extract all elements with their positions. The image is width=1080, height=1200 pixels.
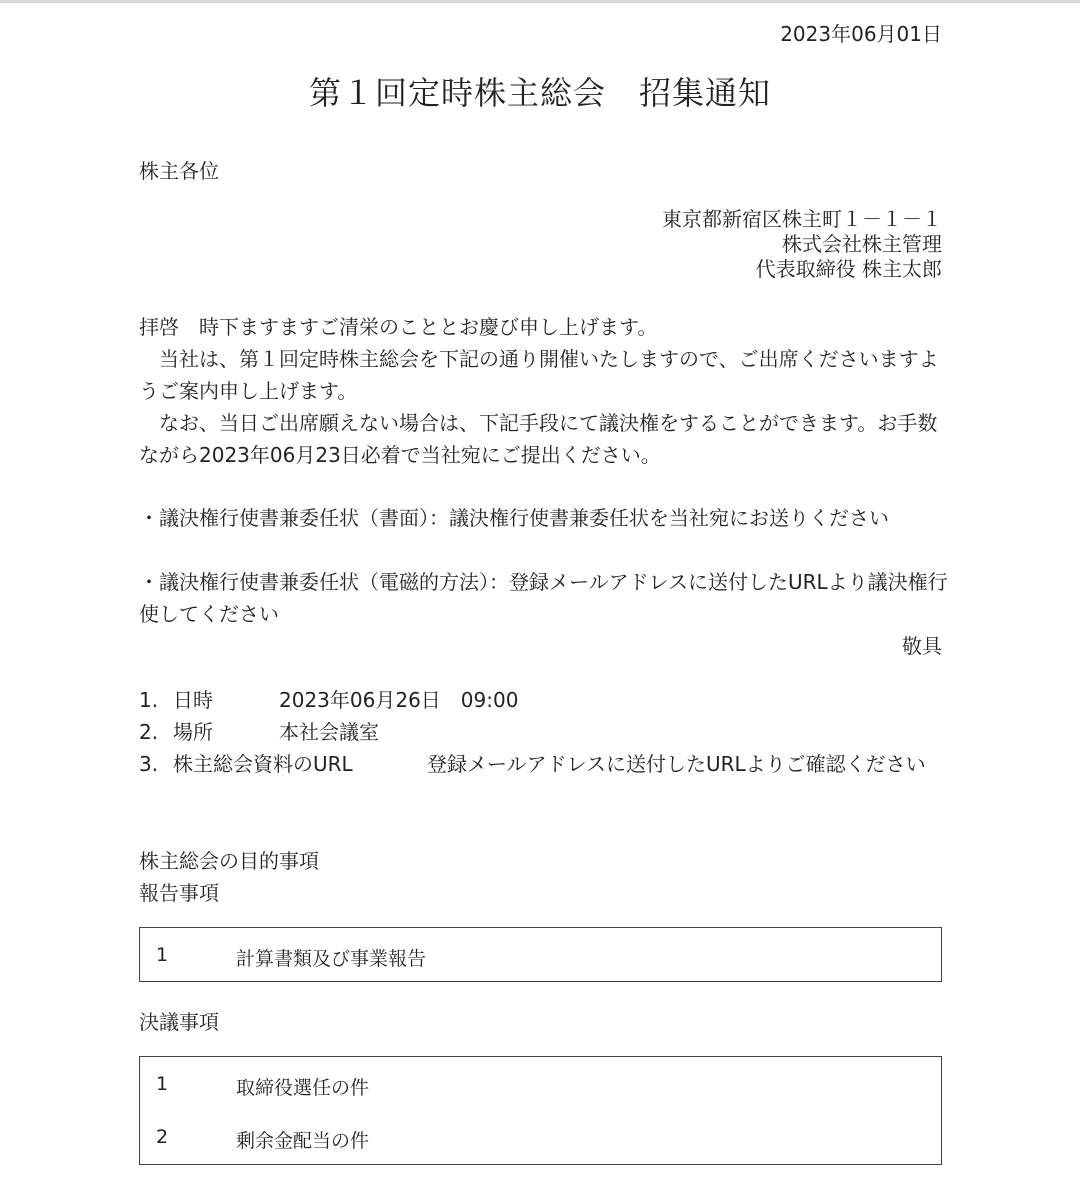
method-paper: ・議決権行使書兼委任状（書面）：議決権行使書兼委任状を当社宛にお送りください — [139, 506, 889, 530]
detail-label: 株主総会資料のURL — [173, 752, 353, 776]
detail-number: 3. — [139, 752, 159, 776]
detail-value: 2023年06月26日 09:00 — [279, 688, 519, 712]
report-items-box — [139, 927, 942, 982]
sender-representative: 代表取締役 株主太郎 — [755, 257, 942, 281]
resolution-item-text: 剰余金配当の件 — [236, 1130, 370, 1152]
sender-address: 東京都新宿区株主町１－１－１ — [662, 207, 942, 231]
detail-number: 2. — [139, 720, 159, 744]
method-electronic: ・議決権行使書兼委任状（電磁的方法）：登録メールアドレスに送付したURLより議決権行使してください — [139, 570, 948, 626]
report-item-number: 1 — [156, 944, 169, 966]
resolution-item-number: 1 — [156, 1073, 169, 1095]
closing: 敬具 — [902, 634, 942, 658]
document-title: 第１回定時株主総会 招集通知 — [308, 74, 771, 112]
agenda-heading: 株主総会の目的事項 — [139, 849, 319, 873]
report-item-text: 計算書類及び事業報告 — [236, 948, 427, 970]
detail-value: 本社会議室 — [279, 720, 379, 744]
detail-number: 1. — [139, 688, 159, 712]
detail-item — [139, 716, 379, 748]
report-heading: 報告事項 — [139, 881, 219, 905]
resolution-item-number: 2 — [156, 1126, 169, 1148]
resolution-items-box — [139, 1056, 942, 1165]
detail-item — [139, 684, 519, 716]
resolution-item-text: 取締役選任の件 — [236, 1077, 370, 1099]
paragraph-proxy: なお、当日ご出席願えない場合は、下記手段にて議決権をすることができます。お手数ながら2023年06月23日必着で当社宛にご提出ください。 — [139, 411, 938, 467]
sender-block — [662, 207, 942, 282]
detail-label: 場所 — [173, 720, 213, 744]
document-date: 2023年06月01日 — [780, 22, 942, 46]
paragraph-attendance: 当社は、第１回定時株主総会を下記の通り開催いたしますので、ご出席くださいますようご案内申し上げます。 — [139, 347, 939, 403]
greeting: 拝啓 時下ますますご清栄のこととお慶び申し上げます。 — [139, 315, 658, 339]
top-border — [0, 0, 1080, 3]
detail-value-url: 登録メールアドレスに送付したURLよりご確認ください — [427, 752, 926, 776]
resolution-heading: 決議事項 — [139, 1010, 219, 1034]
sender-company: 株式会社株主管理 — [782, 232, 942, 256]
addressee: 株主各位 — [139, 159, 219, 183]
detail-label: 日時 — [173, 688, 213, 712]
